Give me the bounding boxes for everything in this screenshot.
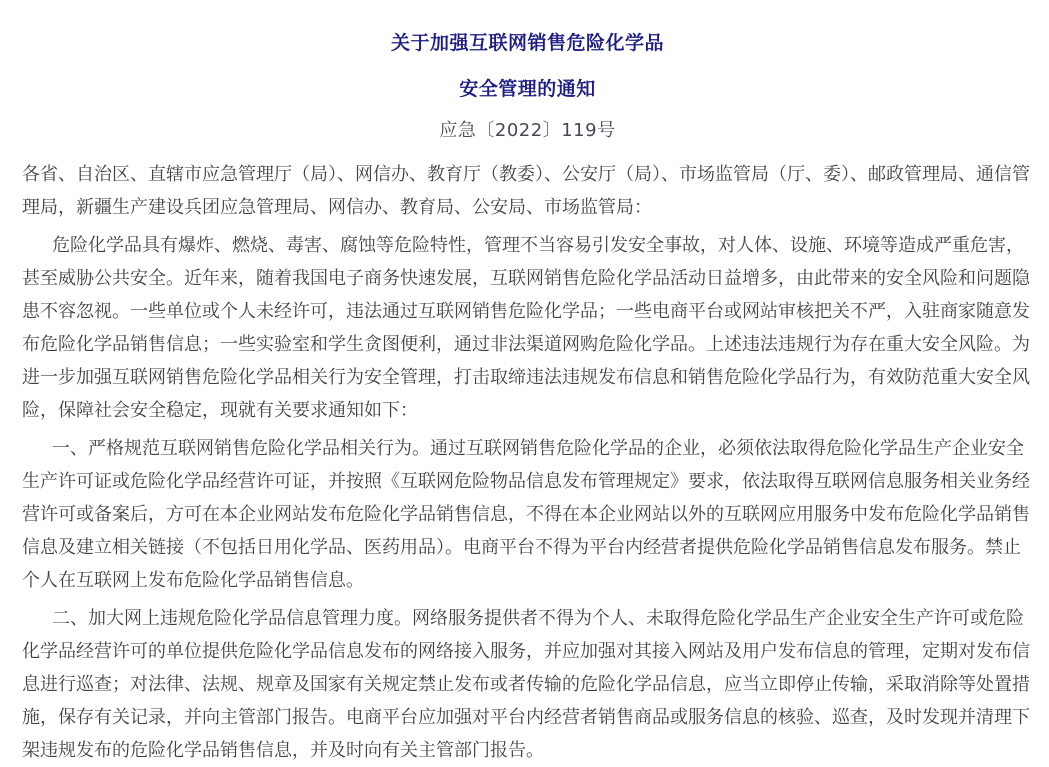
document-body bbox=[22, 158, 1033, 767]
document-title-line-2: 安全管理的通知 bbox=[459, 78, 596, 100]
section-2-paragraph: 二、加大网上违规危险化学品信息管理力度。网络服务提供者不得为个人、未取得危险化学品生产企业安全生产许可或危险化学品经营许可的单位提供危险化学品信息发布的网络接入服务，并应加强对其接入网站及用户发布信息的管理，定期对发布信息进行巡查；对法律、法规、规章及国家有关规定禁止发布或者传输的危险化学品信息，应当立即停止传输，采取消除等处置措施，保存有关记录，并向主管部门报告。电商平台应加强对平台内经营者销售商品或服务信息的核验、巡查，及时发现并清理下架违规发布的危险化学品销售信息，并及时向有关主管部门报告。 bbox=[22, 608, 1030, 761]
document-title-line-1: 关于加强互联网销售危险化学品 bbox=[390, 32, 664, 54]
introduction-paragraph: 危险化学品具有爆炸、燃烧、毒害、腐蚀等危险特性，管理不当容易引发安全事故，对人体、设施、环境等造成严重危害，甚至威胁公共安全。近年来，随着我国电子商务快速发展，互联网销售危险化学品活动日益增多，由此带来的安全风险和问题隐患不容忽视。一些单位或个人未经许可，违法通过互联网销售危险化学品；一些电商平台或网站审核把关不严，入驻商家随意发布危险化学品销售信息；一些实验室和学生贪图便利，通过非法渠道网购危险化学品。上述违法违规行为存在重大安全风险。为进一步加强互联网销售危险化学品相关行为安全管理，打击取缔违法违规发布信息和销售危险化学品行为，有效防范重大安全风险，保障社会安全稳定，现就有关要求通知如下： bbox=[22, 235, 1030, 421]
addressees-paragraph: 各省、自治区、直辖市应急管理厅（局）、网信办、教育厅（教委）、公安厅（局）、市场监管局（厅、委）、邮政管理局、通信管理局，新疆生产建设兵团应急管理局、网信办、教育局、公安局、市场监管局： bbox=[22, 164, 1030, 218]
document-number: 应急〔2022〕119号 bbox=[439, 120, 616, 141]
section-1-paragraph: 一、严格规范互联网销售危险化学品相关行为。通过互联网销售危险化学品的企业，必须依法取得危险化学品生产企业安全生产许可证或危险化学品经营许可证，并按照《互联网危险物品信息发布管理规定》要求，依法取得互联网信息服务相关业务经营许可或备案后，方可在本企业网站发布危险化学品销售信息，不得在本企业网站以外的互联网应用服务中发布危险化学品销售信息及建立相关链接（不包括日用化学品、医药用品）。电商平台不得为平台内经营者提供危险化学品销售信息发布服务。禁止个人在互联网上发布危险化学品销售信息。 bbox=[22, 438, 1030, 591]
